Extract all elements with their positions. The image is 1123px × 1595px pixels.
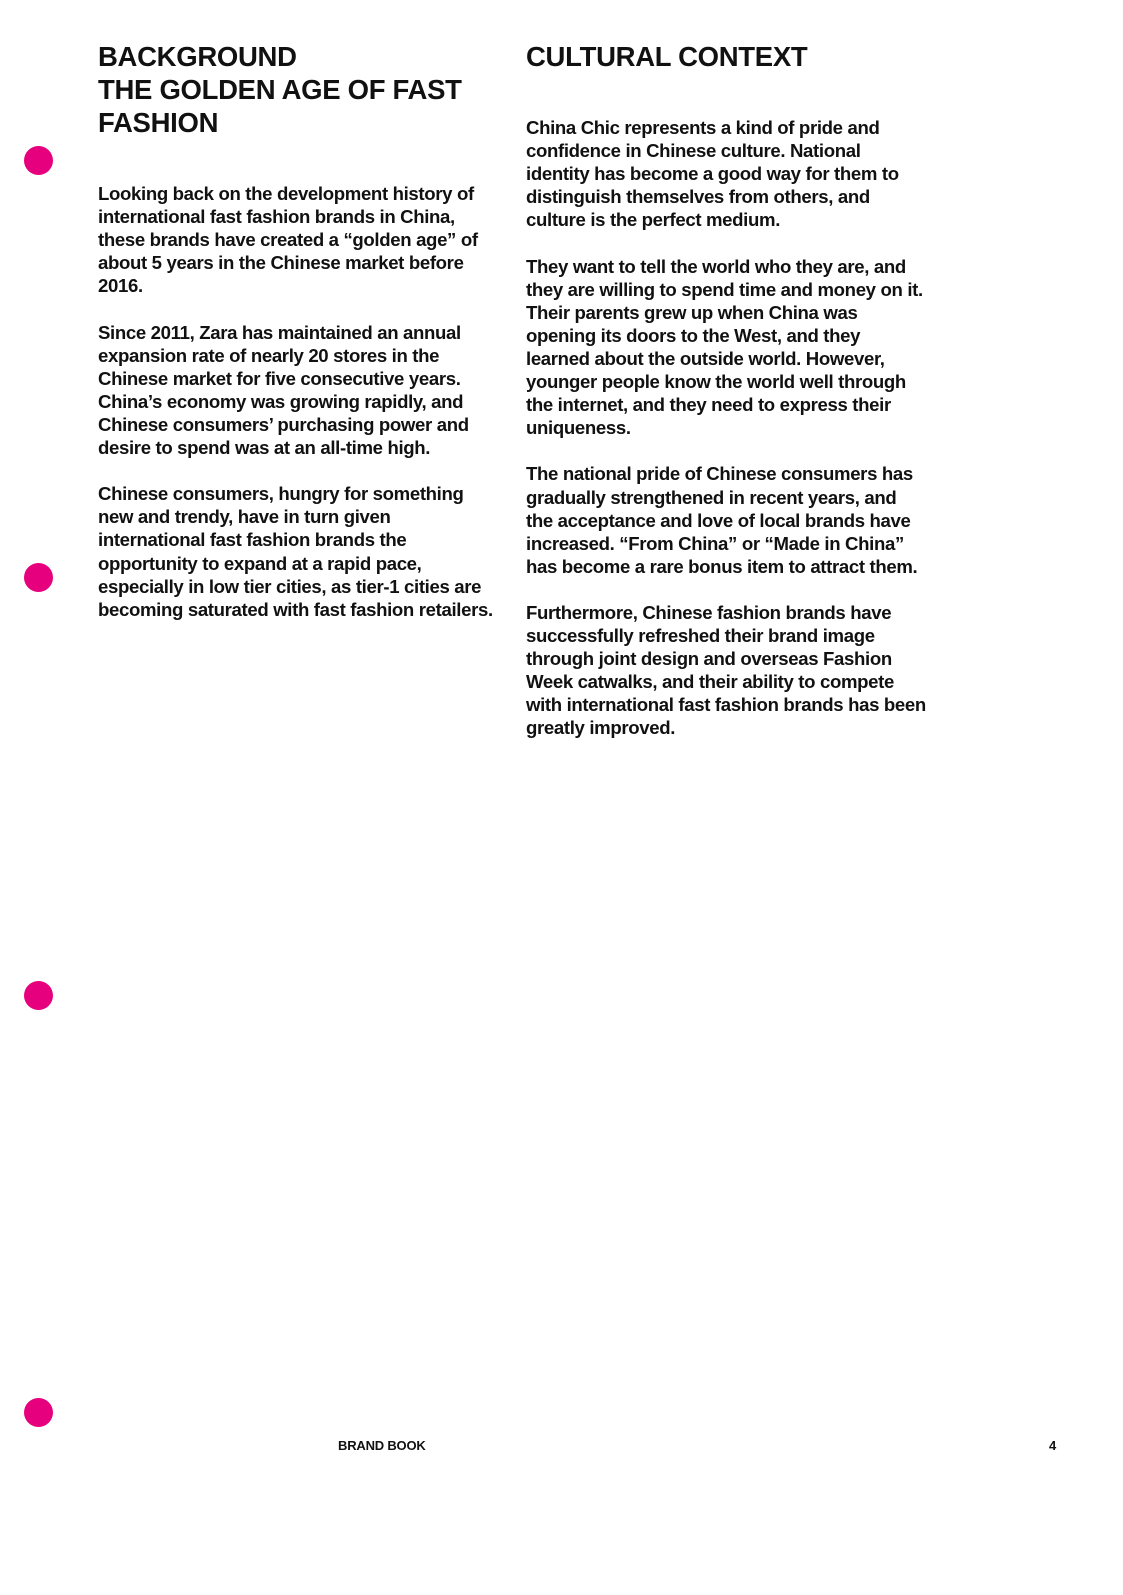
footer-title: BRAND BOOK — [338, 1438, 426, 1453]
cultural-context-heading: CULTURAL CONTEXT — [526, 41, 808, 72]
heading-line: FASHION — [98, 107, 219, 138]
cultural-context-section — [526, 40, 926, 763]
paragraph: China Chic represents a kind of pride and confidence in Chinese culture. National identity has become a good way for them to distinguish themselves from others, and culture is the perfect medium. — [526, 117, 899, 231]
binder-hole-dot — [24, 146, 53, 175]
heading-line: THE GOLDEN AGE OF FAST — [98, 74, 462, 105]
paragraph: The national pride of Chinese consumers has gradually strengthened in recent years, and the acceptance and love of local brands have increased. “From China” or “Made in China” has become a rare bonus item to attract them. — [526, 463, 918, 577]
paragraph: Furthermore, Chinese fashion brands have successfully refreshed their brand image through joint design and overseas Fashion Week catwalks, and their ability to compete with international fast fashion brands has been greatly improved. — [526, 601, 926, 739]
binder-hole-dot — [24, 1398, 53, 1427]
paragraph: They want to tell the world who they are, and they are willing to spend time and money on it. Their parents grew up when China was opening its doors to the West, and they learned about the outside world. However, younger people know the world well through the internet, and they need to express their uniqueness. — [526, 255, 923, 439]
background-body — [98, 182, 498, 621]
background-heading — [98, 40, 498, 139]
binder-hole-dot — [24, 981, 53, 1010]
binder-hole-dot — [24, 563, 53, 592]
heading-line: BACKGROUND — [98, 41, 297, 72]
page-number: 4 — [1049, 1438, 1057, 1453]
background-section — [98, 40, 498, 644]
paragraph: Since 2011, Zara has maintained an annual expansion rate of nearly 20 stores in the Chinese market for five consecutive years. China’s economy was growing rapidly, and Chinese consumers’ purchasing power and desire to spend was at an all-time high. — [98, 321, 469, 459]
cultural-context-body — [526, 116, 926, 740]
paragraph: Looking back on the development history of international fast fashion brands in China, these brands have created a “golden age” of about 5 years in the Chinese market before 2016. — [98, 183, 478, 297]
paragraph: Chinese consumers, hungry for something new and trendy, have in turn given international fast fashion brands the opportunity to expand at a rapid pace, especially in low tier cities, as tier-1 cities are becoming saturated with fast fashion retailers. — [98, 483, 493, 620]
